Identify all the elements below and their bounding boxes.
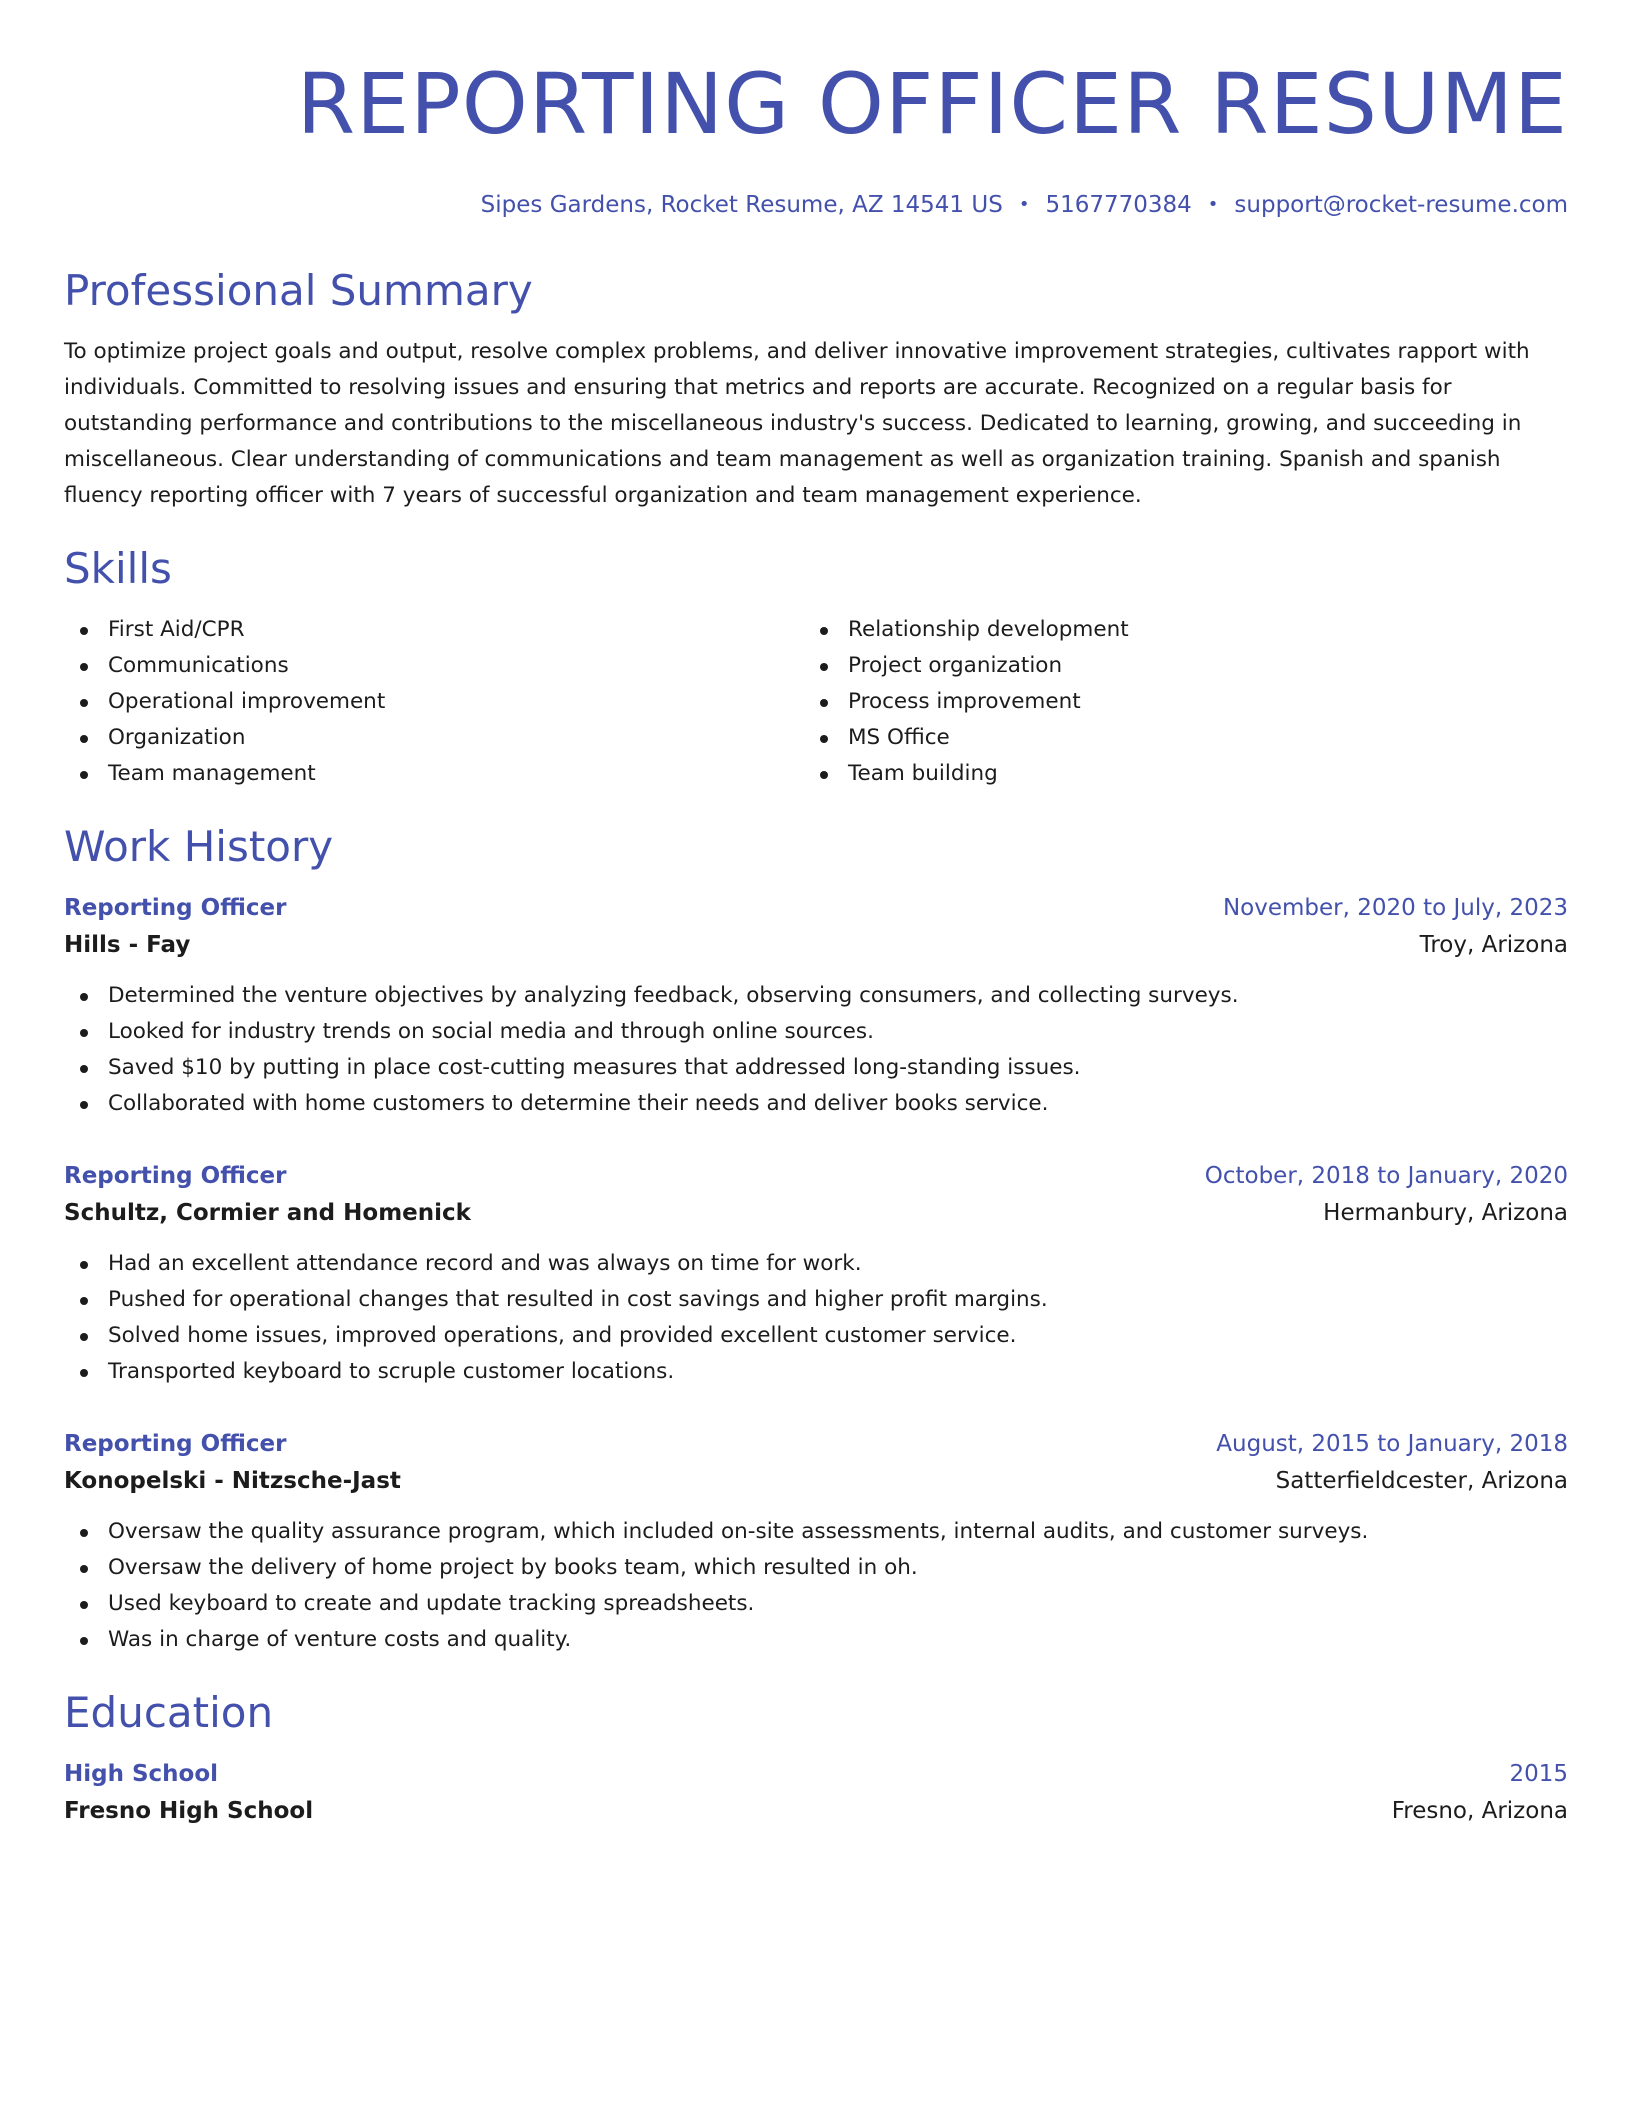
job-employer: Schultz, Cormier and Homenick xyxy=(64,1200,471,1226)
skills-heading: Skills xyxy=(64,544,172,593)
job-title: Reporting Officer xyxy=(64,895,287,921)
skill-item: First Aid/CPR xyxy=(64,612,804,648)
contact-separator: • xyxy=(1207,194,1219,215)
summary-text: To optimize project goals and output, resolve complex problems, and deliver innovative improvement strategies, cultivates rapport with individuals. Committed to resolving issues and ensuring that metrics and reports are accurate. Recognized on a regular basis for outstanding performance and contributions to the miscellaneous industry's success. Dedicated to learning, growing, and succeeding in miscellaneous. Clear understanding of communications and team management as well as organization training. Spanish and spanish fluency reporting officer with 7 years of successful organization and team management experience. xyxy=(64,339,1530,508)
job-bullet: Saved $10 by putting in place cost-cutting measures that addressed long-standing issues. xyxy=(64,1050,1568,1086)
contact-line xyxy=(64,190,1568,220)
job-bullets xyxy=(64,978,1568,1122)
job-entry xyxy=(64,1426,1568,1658)
education-school: Fresno High School xyxy=(64,1798,314,1824)
job-bullets xyxy=(64,1514,1568,1658)
job-bullet: Determined the venture objectives by analyzing feedback, observing consumers, and collecting surveys. xyxy=(64,978,1568,1014)
skill-item: MS Office xyxy=(804,720,1544,756)
education-year: 2015 xyxy=(1509,1761,1568,1787)
contact-address: Sipes Gardens, Rocket Resume, AZ 14541 US xyxy=(480,192,1003,218)
resume-title: REPORTING OFFICER RESUME xyxy=(296,55,1568,153)
job-bullet: Solved home issues, improved operations, and provided excellent customer service. xyxy=(64,1318,1568,1354)
job-employer: Konopelski - Nitzsche-Jast xyxy=(64,1468,401,1494)
job-dates: November, 2020 to July, 2023 xyxy=(1222,895,1568,921)
education-degree: High School xyxy=(64,1761,219,1787)
contact-phone: 5167770384 xyxy=(1045,192,1192,218)
job-bullet: Had an excellent attendance record and was always on time for work. xyxy=(64,1246,1568,1282)
skill-item: Communications xyxy=(64,648,804,684)
summary-heading: Professional Summary xyxy=(64,266,533,315)
job-employer: Hills - Fay xyxy=(64,932,191,958)
education-entry xyxy=(64,1756,1568,1830)
education-location: Fresno, Arizona xyxy=(1391,1798,1568,1824)
contact-email: support@rocket-resume.com xyxy=(1234,192,1568,218)
skill-item: Process improvement xyxy=(804,684,1544,720)
job-bullets xyxy=(64,1246,1568,1390)
job-bullet: Pushed for operational changes that resulted in cost savings and higher profit margins. xyxy=(64,1282,1568,1318)
job-entry xyxy=(64,1158,1568,1390)
contact-separator: • xyxy=(1018,194,1030,215)
skills-column-right xyxy=(804,612,1544,792)
job-bullet: Transported keyboard to scruple customer locations. xyxy=(64,1354,1568,1390)
job-dates: October, 2018 to January, 2020 xyxy=(1204,1163,1568,1189)
job-entry xyxy=(64,890,1568,1122)
education-heading: Education xyxy=(64,1688,274,1737)
skills-column-left xyxy=(64,612,804,792)
job-location: Hermanbury, Arizona xyxy=(1323,1200,1568,1226)
job-location: Satterfieldcester, Arizona xyxy=(1275,1468,1568,1494)
skill-item: Relationship development xyxy=(804,612,1544,648)
skills-list-left xyxy=(64,612,804,792)
job-bullet: Collaborated with home customers to determine their needs and deliver books service. xyxy=(64,1086,1568,1122)
job-bullet: Was in charge of venture costs and quality. xyxy=(64,1622,1568,1658)
job-bullet: Used keyboard to create and update tracking spreadsheets. xyxy=(64,1586,1568,1622)
job-title: Reporting Officer xyxy=(64,1163,287,1189)
skill-item: Organization xyxy=(64,720,804,756)
skill-item: Project organization xyxy=(804,648,1544,684)
job-bullet: Oversaw the delivery of home project by books team, which resulted in oh. xyxy=(64,1550,1568,1586)
skill-item: Operational improvement xyxy=(64,684,804,720)
skill-item: Team management xyxy=(64,756,804,792)
skills-grid xyxy=(64,612,1568,792)
job-bullet: Looked for industry trends on social media and through online sources. xyxy=(64,1014,1568,1050)
job-title: Reporting Officer xyxy=(64,1431,287,1457)
skill-item: Team building xyxy=(804,756,1544,792)
work-history-heading: Work History xyxy=(64,822,334,871)
job-dates: August, 2015 to January, 2018 xyxy=(1216,1431,1568,1457)
job-bullet: Oversaw the quality assurance program, which included on-site assessments, internal audits, and customer surveys. xyxy=(64,1514,1568,1550)
skills-list-right xyxy=(804,612,1544,792)
job-location: Troy, Arizona xyxy=(1419,932,1568,958)
